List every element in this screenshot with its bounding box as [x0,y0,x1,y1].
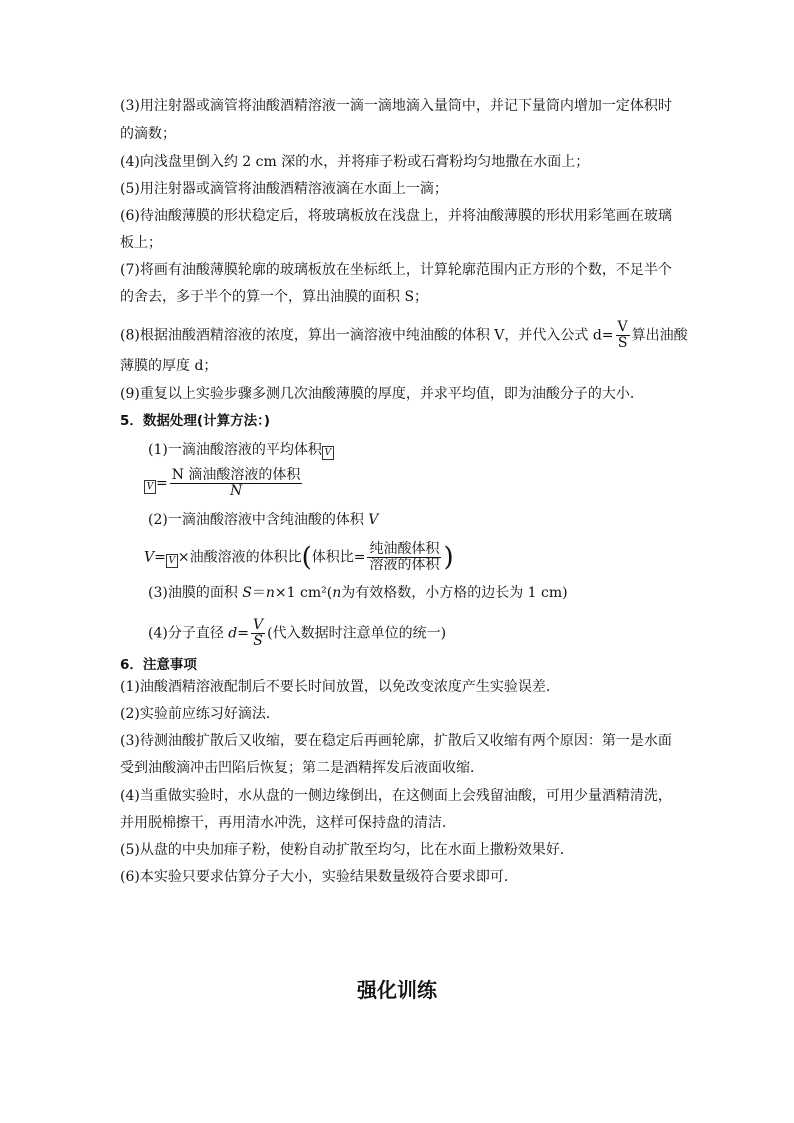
ratio-label: 体积比= [311,549,366,566]
data-item-4-text: (4)分子直径 [148,625,229,642]
fraction-denominator: S [617,335,628,351]
ratio-fraction [367,542,441,573]
step-8-text: (8)根据油酸酒精溶液的浓度，算出一滴溶液中纯油酸的体积 V，并代入公式 d= [120,327,614,344]
v-bar-symbol: V [166,554,178,568]
step-6-line-1: (6)待油酸薄膜的形状稳定后，将玻璃板放在浅盘上，并将油酸薄膜的形状用彩笔画在玻璃 [120,208,672,224]
step-4: (4)向浅盘里倒入约 2 cm 深的水，并将痱子粉或石膏粉均匀地撒在水面上； [120,154,590,170]
v-bar-symbol: V [144,480,156,494]
data-item-3 [148,583,568,603]
data-item-1 [148,440,334,460]
formula-text: (代入数据时注意单位的统一) [267,625,447,642]
fraction-numerator: V [252,617,264,633]
fraction-numerator: N 滴油酸溶液的体积 [171,467,301,483]
data-item-4 [148,618,446,649]
right-paren: ) [443,542,454,573]
section-6-heading: 6．注意事项 [120,657,197,673]
variable-d: d [228,625,238,642]
step-3-line-1: (3)用注射器或滴管将油酸酒精溶液一滴一滴地滴入量筒中，并记下量筒内增加一定体积时 [120,98,672,114]
step-6-line-2: 板上； [120,235,162,251]
formula-average-volume [144,468,304,499]
note-line: (1)油酸酒精溶液配制后不要长时间放置，以免改变浓度产生实验误差． [120,679,560,695]
step-5: (5)用注射器或滴管将油酸酒精溶液滴在水面上一滴； [120,181,448,197]
formula-fraction [170,468,303,499]
data-item-2 [148,510,378,530]
step-7-line-1: (7)将画有油酸薄膜轮廓的玻璃板放在坐标纸上，计算轮廓范围内正方形的个数，不足半个 [120,262,672,278]
data-item-1-text: (1)一滴油酸溶液的平均体积 [148,442,322,458]
equals-sign: = [237,625,249,642]
step-8-line-2: 薄膜的厚度 d； [120,358,218,374]
step-9: (9)重复以上实验步骤多测几次油酸薄膜的厚度，并求平均值，即为油酸分子的大小． [120,386,644,402]
data-item-3-text: (3)油膜的面积 [148,585,243,601]
left-paren: ( [301,542,312,573]
note-line: (5)从盘的中央加痱子粉，使粉自动扩散至均匀，比在水面上撒粉效果好． [120,842,574,858]
variable-v: V [144,549,155,566]
fraction-numerator: 纯油酸体积 [369,541,440,557]
fraction-denominator: S [253,633,263,649]
fraction-numerator: V [617,319,628,335]
v-bar-symbol: V [322,446,334,460]
equals-sign: ＝ [251,585,266,601]
formula-v-over-s [616,320,630,351]
note-line: 受到油酸滴冲击凹陷后恢复；第二是酒精挥发后液面收缩． [120,760,484,776]
formula-text: ×油酸溶液的体积比 [177,549,302,566]
section-5-heading: 5．数据处理(计算方法：) [120,413,270,429]
variable-v: V [368,512,379,528]
note-line: (2)实验前应练习好滴法． [120,706,280,722]
formula-text: 为有效格数，小方格的边长为 1 cm) [341,585,568,601]
step-7-line-2: 的舍去，多于半个的算一个，算出油膜的面积 S； [120,289,429,305]
step-8-text-end: 算出油酸 [631,327,688,344]
equals-sign: = [154,549,166,566]
formula-fraction [251,618,265,649]
data-item-2-text: (2)一滴油酸溶液中含纯油酸的体积 [148,512,369,528]
formula-pure-oil-volume [144,542,454,573]
note-line: (6)本实验只要求估算分子大小，实验结果数量级符合要求即可． [120,869,518,885]
step-8-line-1 [120,320,688,351]
formula-text: ×1 cm²( [274,585,333,601]
variable-s: S [242,585,252,601]
note-line: (4)当重做实验时，水从盘的一侧边缘倒出，在这侧面上会残留油酸，可用少量酒精清洗， [120,788,672,804]
note-line: (3)待测油酸扩散后又收缩，要在稳定后再画轮廓，扩散后又收缩有两个原因：第一是水面 [120,733,672,749]
equals-sign: = [156,475,168,492]
fraction-denominator: 溶液的体积 [369,557,440,573]
variable-n: n [265,585,275,601]
step-3-line-2: 的滴数； [120,126,176,142]
variable-n: n [332,585,342,601]
fraction-denominator: N [229,483,243,499]
note-line: 并用脱棉擦干，再用清水冲洗，这样可保持盘的清洁． [120,815,456,831]
section-title: 强化训练 [357,978,437,1002]
